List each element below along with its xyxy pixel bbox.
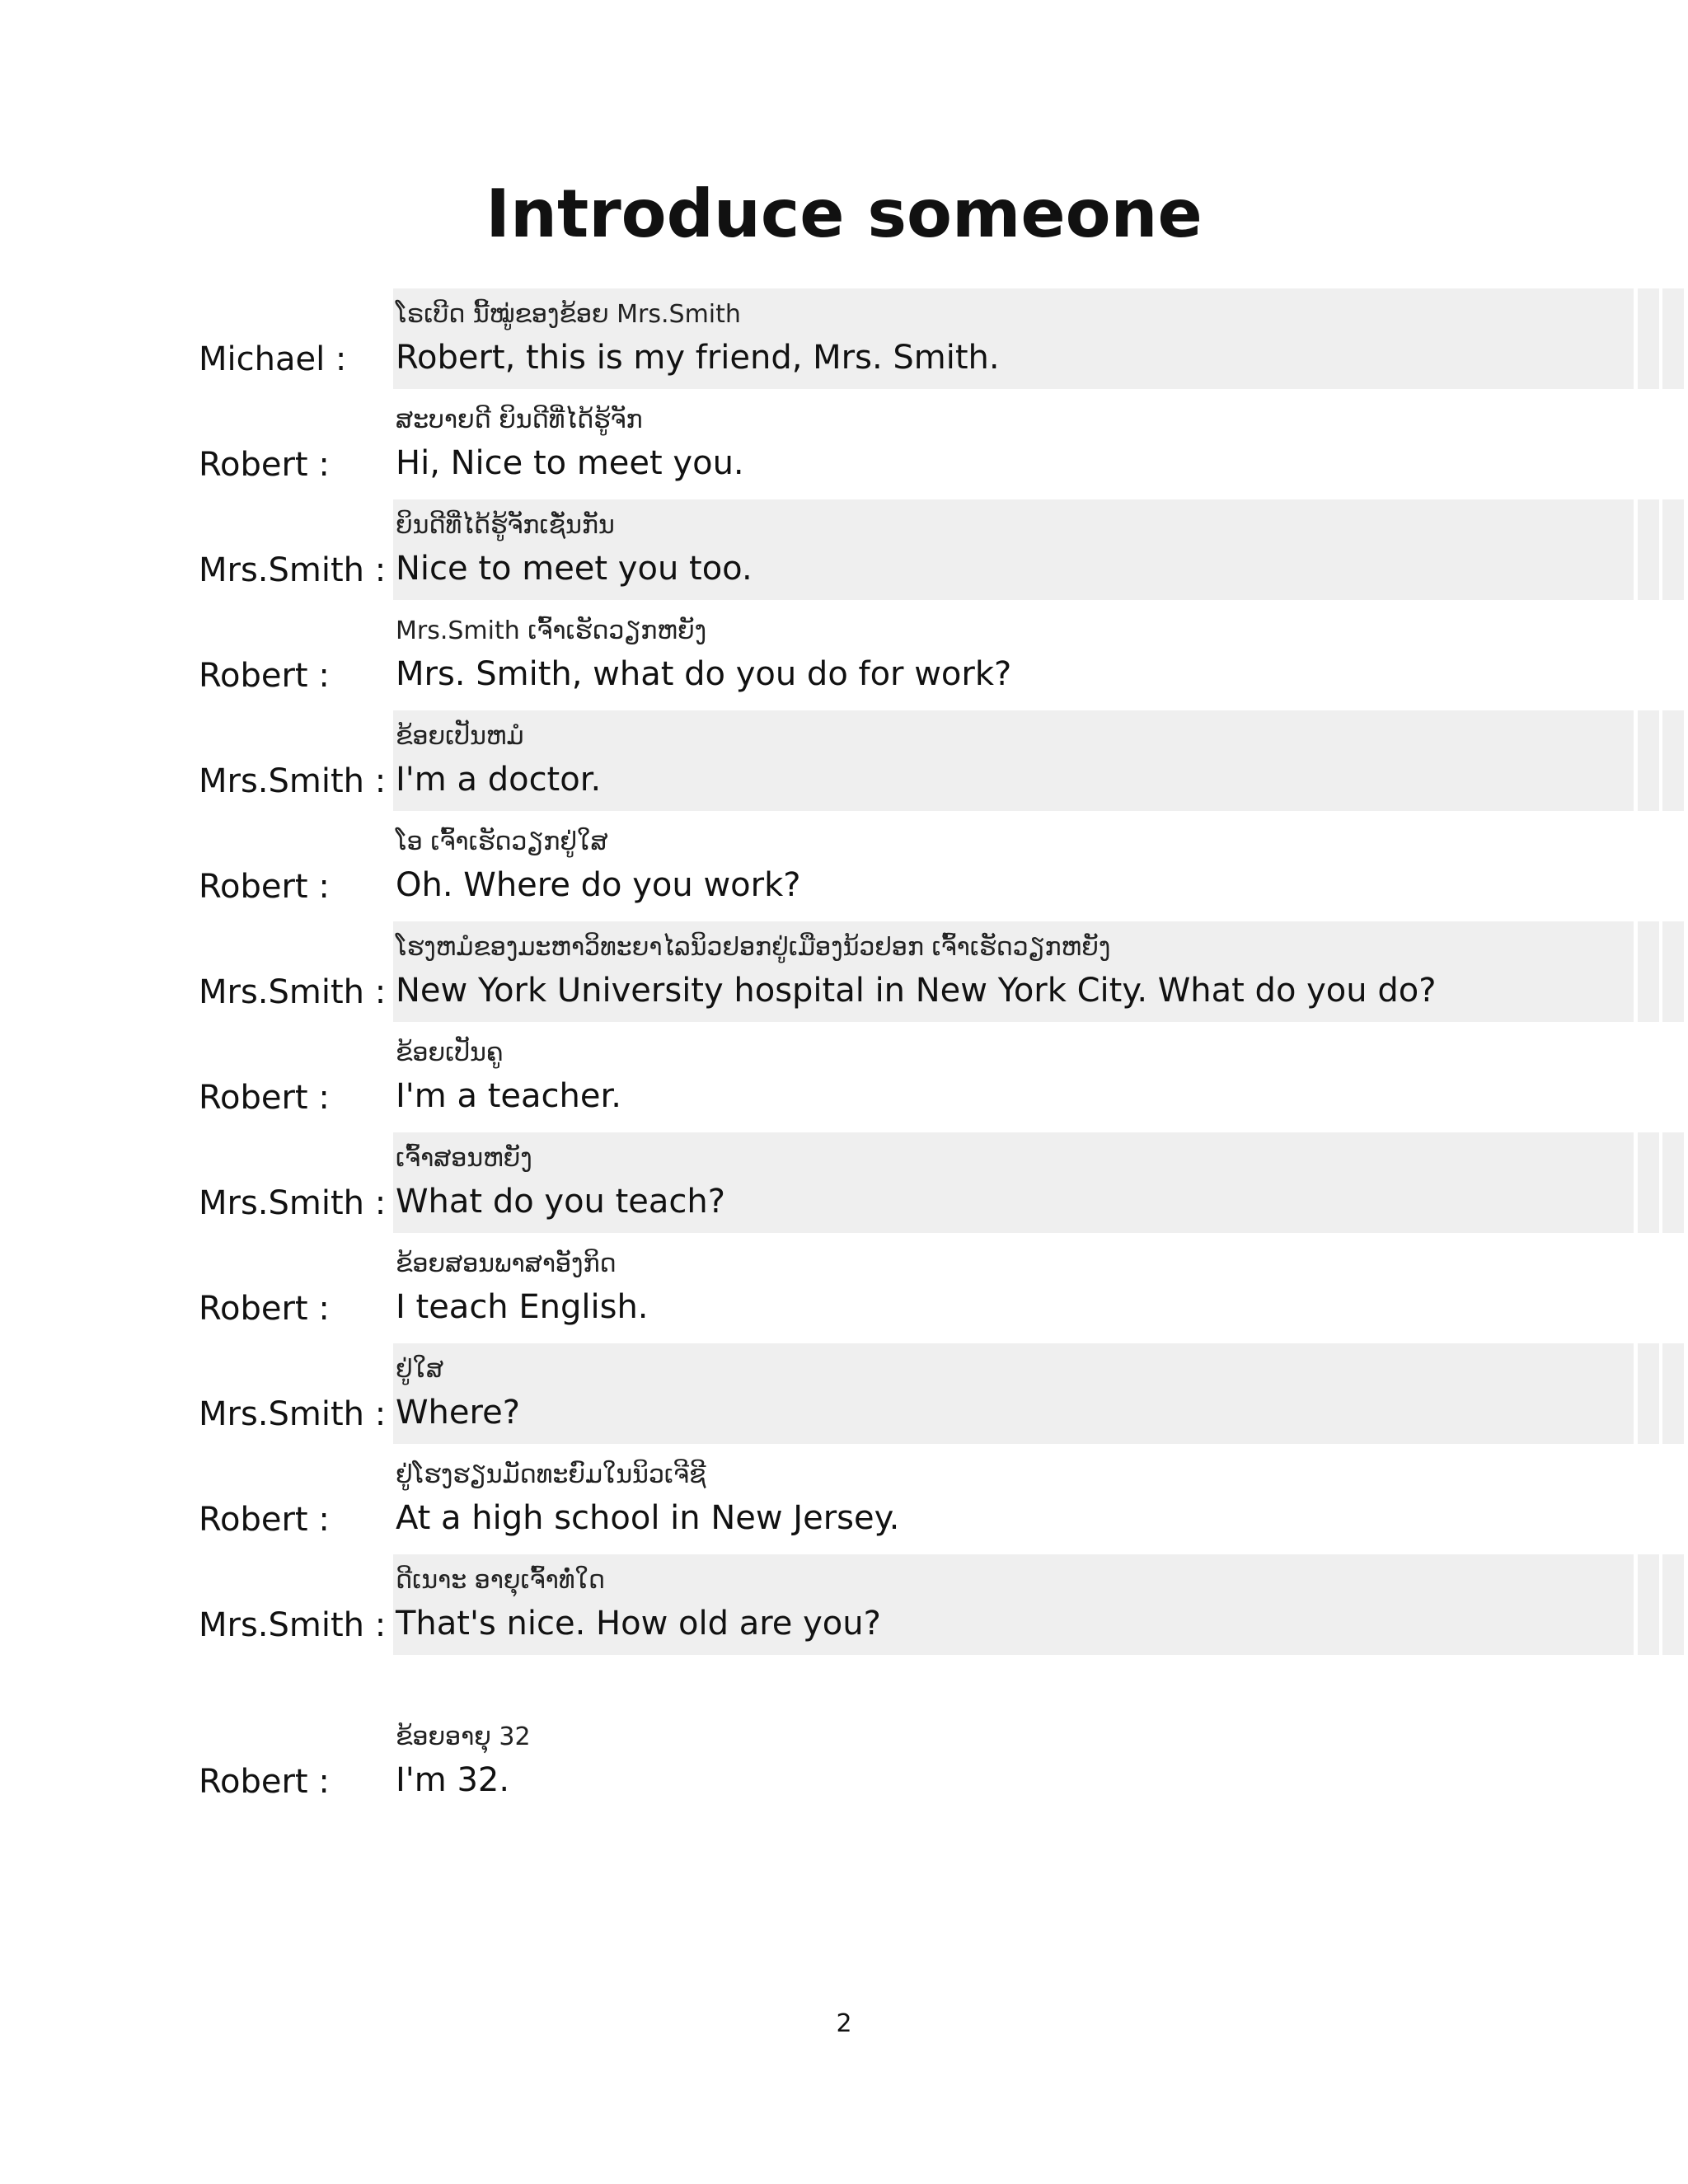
cell-stripe bbox=[1638, 710, 1659, 811]
english-line: That's nice. How old are you? bbox=[396, 1605, 881, 1643]
lao-translation: ຂ້ອຍເປັນຫມໍ bbox=[396, 722, 524, 751]
lao-translation: ຂ້ອຍອາຍຸ 32 bbox=[396, 1722, 531, 1751]
english-line: Robert, this is my friend, Mrs. Smith. bbox=[396, 339, 1000, 377]
cell-stripe bbox=[1662, 499, 1684, 600]
lao-translation: ໂຣເບີດ ນີ້ໝູ່ຂອງຂ້ອຍ Mrs.Smith bbox=[396, 300, 741, 329]
cell-stripe bbox=[1662, 710, 1684, 811]
lao-translation: ໂອ ເຈົ້າເຮັດວຽກຢູ່ໃສ bbox=[396, 827, 608, 856]
english-line: I'm 32. bbox=[396, 1761, 510, 1799]
utterance-cell bbox=[393, 499, 1634, 600]
utterance-cell bbox=[393, 1449, 1634, 1549]
dialogue-row bbox=[195, 1711, 1489, 1816]
english-line: I teach English. bbox=[396, 1288, 649, 1326]
speaker-label: Robert : bbox=[199, 446, 330, 484]
lao-translation: ໂຮງຫມໍຂອງມະຫາວິທະຍາໄລນິວຢອກຢູ່ເມືອງນ້ວຢອກ ເຈົ້າເຮັດວຽກຫຍັງ bbox=[396, 933, 1111, 962]
utterance-cell bbox=[393, 288, 1634, 389]
speaker-label: Mrs.Smith : bbox=[199, 1395, 387, 1433]
speaker-label: Mrs.Smith : bbox=[199, 551, 387, 589]
english-line: New York University hospital in New York City. What do you do? bbox=[396, 972, 1437, 1010]
utterance-cell bbox=[393, 394, 1634, 494]
english-line: I'm a doctor. bbox=[396, 761, 602, 799]
english-line: Where? bbox=[396, 1394, 520, 1432]
page-title: Introduce someone bbox=[485, 176, 1203, 252]
dialogue-row bbox=[195, 816, 1489, 921]
cell-stripe bbox=[1638, 288, 1659, 389]
speaker-label: Mrs.Smith : bbox=[199, 1606, 387, 1644]
speaker-label: Michael : bbox=[199, 340, 347, 378]
speaker-label: Robert : bbox=[199, 1501, 330, 1539]
utterance-cell bbox=[393, 1711, 1634, 1811]
cell-stripe bbox=[1638, 921, 1659, 1022]
speaker-label: Robert : bbox=[199, 657, 330, 695]
speaker-label: Mrs.Smith : bbox=[199, 762, 387, 800]
dialogue-list bbox=[195, 288, 1489, 1816]
lao-translation: Mrs.Smith ເຈົ້າເຮັດວຽກຫຍັງ bbox=[396, 616, 707, 645]
english-line: I'm a teacher. bbox=[396, 1077, 621, 1115]
lao-translation: ສະບາຍດີ ຍິນດີທີ່ໄດ້ຮູ້ຈັກ bbox=[396, 405, 643, 434]
dialogue-row bbox=[195, 288, 1489, 394]
speaker-label: Robert : bbox=[199, 1079, 330, 1117]
cell-stripe bbox=[1638, 1132, 1659, 1233]
lao-translation: ຂ້ອຍສອນພາສາອັງກິດ bbox=[396, 1249, 617, 1278]
cell-stripe bbox=[1638, 1554, 1659, 1655]
speaker-label: Mrs.Smith : bbox=[199, 1184, 387, 1222]
english-line: At a high school in New Jersey. bbox=[396, 1499, 900, 1537]
english-line: Hi, Nice to meet you. bbox=[396, 444, 744, 482]
lao-translation: ຢູ່ໃສ bbox=[396, 1355, 444, 1384]
english-line: Mrs. Smith, what do you do for work? bbox=[396, 655, 1012, 693]
speaker-label: Robert : bbox=[199, 868, 330, 906]
english-line: Oh. Where do you work? bbox=[396, 866, 801, 904]
cell-stripe bbox=[1662, 1343, 1684, 1444]
lao-translation: ຢູ່ໂຮງຮຽນມັດທະຍົມໃນນິວເຈີຊີ bbox=[396, 1460, 706, 1489]
lao-translation: ເຈົ້າສອນຫຍັງ bbox=[396, 1144, 532, 1173]
utterance-cell bbox=[393, 1554, 1634, 1655]
dialogue-row bbox=[195, 499, 1489, 605]
dialogue-row bbox=[195, 1554, 1489, 1660]
utterance-cell bbox=[393, 1027, 1634, 1127]
dialogue-row bbox=[195, 1343, 1489, 1449]
speaker-label: Robert : bbox=[199, 1290, 330, 1328]
dialogue-row bbox=[195, 1238, 1489, 1343]
speaker-label: Mrs.Smith : bbox=[199, 973, 387, 1011]
dialogue-row bbox=[195, 605, 1489, 710]
lao-translation: ຂ້ອຍເປັນຄູ bbox=[396, 1038, 504, 1067]
dialogue-row bbox=[195, 921, 1489, 1027]
page-number: 2 bbox=[836, 2009, 852, 2038]
lao-translation: ຍິນດີທີ່ໄດ້ຮູ້ຈັກເຊັ່ນກັນ bbox=[396, 511, 615, 540]
utterance-cell bbox=[393, 1343, 1634, 1444]
dialogue-row bbox=[195, 710, 1489, 816]
lao-translation: ດີເນາະ ອາຍຸເຈົ້າທໍ່ໃດ bbox=[396, 1566, 605, 1595]
utterance-cell bbox=[393, 921, 1634, 1022]
utterance-cell bbox=[393, 816, 1634, 916]
utterance-cell bbox=[393, 1132, 1634, 1233]
cell-stripe bbox=[1662, 1554, 1684, 1655]
dialogue-row bbox=[195, 1027, 1489, 1132]
dialogue-row bbox=[195, 1132, 1489, 1238]
english-line: Nice to meet you too. bbox=[396, 550, 753, 588]
cell-stripe bbox=[1638, 1343, 1659, 1444]
dialogue-row bbox=[195, 394, 1489, 499]
utterance-cell bbox=[393, 710, 1634, 811]
dialogue-row bbox=[195, 1449, 1489, 1554]
cell-stripe bbox=[1662, 921, 1684, 1022]
cell-stripe bbox=[1662, 288, 1684, 389]
utterance-cell bbox=[393, 605, 1634, 705]
cell-stripe bbox=[1638, 499, 1659, 600]
speaker-label: Robert : bbox=[199, 1763, 330, 1801]
english-line: What do you teach? bbox=[396, 1183, 725, 1221]
cell-stripe bbox=[1662, 1132, 1684, 1233]
utterance-cell bbox=[393, 1238, 1634, 1338]
